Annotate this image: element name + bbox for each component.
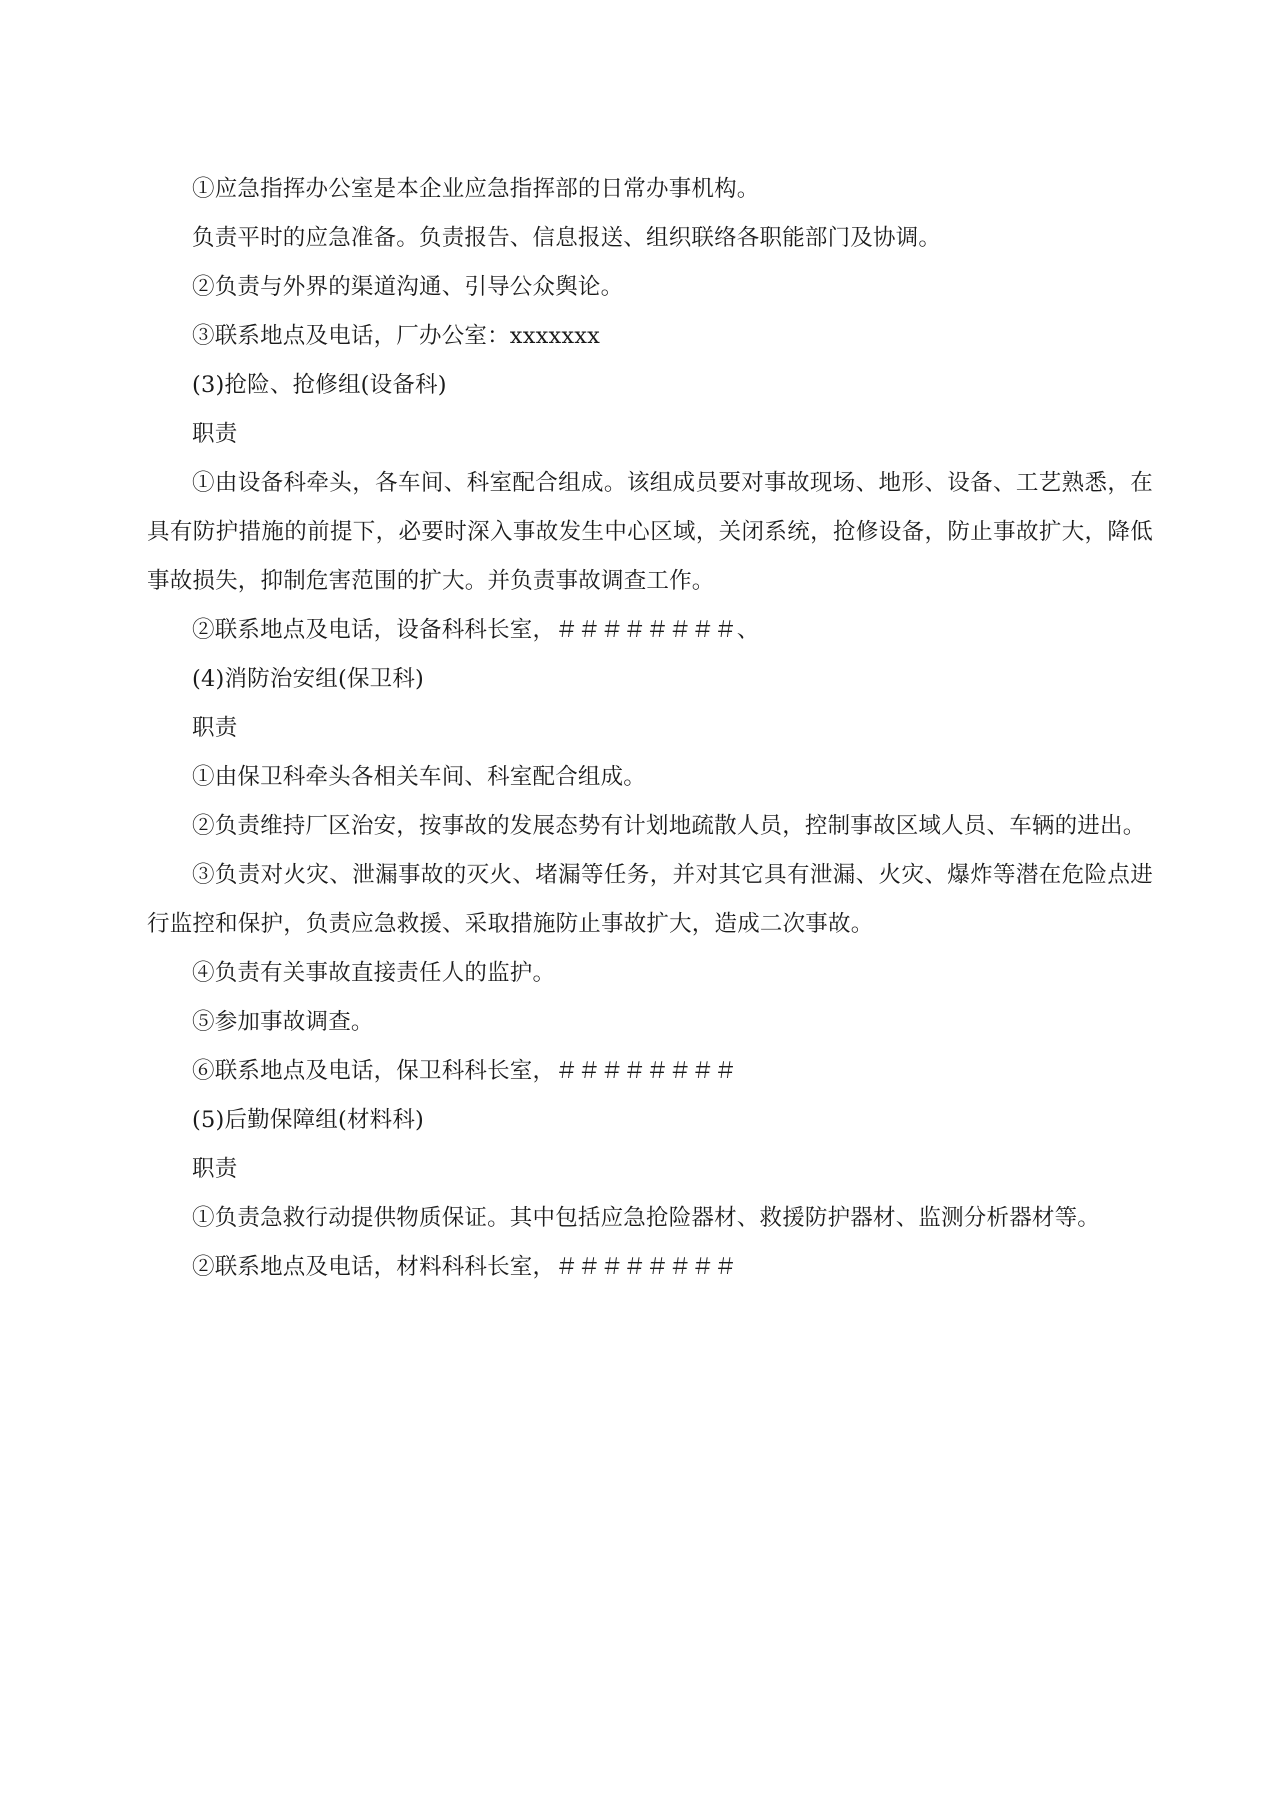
paragraph-repair-group-contact: ②联系地点及电话，设备科科长室，＃＃＃＃＃＃＃＃、 bbox=[192, 617, 760, 643]
label-duties: 职责 bbox=[192, 421, 238, 447]
paragraph-security-evacuation: ②负责维持厂区治安，按事故的发展态势有计划地疏散人员，控制事故区域人员、车辆的进出。 bbox=[192, 813, 1146, 839]
paragraph-office-role: ①应急指挥办公室是本企业应急指挥部的日常办事机构。 bbox=[192, 176, 760, 202]
document-page bbox=[147, 165, 1153, 1292]
paragraph-security-group-composition: ①由保卫科牵头各相关车间、科室配合组成。 bbox=[192, 764, 647, 790]
paragraph-logistics-contact: ②联系地点及电话，材料科科长室，＃＃＃＃＃＃＃＃ bbox=[192, 1254, 737, 1280]
label-duties: 职责 bbox=[192, 715, 238, 741]
paragraph-public-communication: ②负责与外界的渠道沟通、引导公众舆论。 bbox=[192, 274, 624, 300]
heading-repair-group: (3)抢险、抢修组(设备科) bbox=[192, 372, 447, 398]
paragraph-office-contact: ③联系地点及电话，厂办公室：xxxxxxx bbox=[192, 323, 601, 349]
heading-logistics-group: (5)后勤保障组(材料科) bbox=[192, 1107, 425, 1133]
label-duties: 职责 bbox=[192, 1156, 238, 1182]
paragraph-security-fire-leak: ③负责对火灾、泄漏事故的灭火、堵漏等任务，并对其它具有泄漏、火灾、爆炸等潜在危险点进行监控和保护，负责应急救援、采取措施防止事故扩大，造成二次事故。 bbox=[147, 862, 1153, 937]
paragraph-logistics-supplies: ①负责急救行动提供物质保证。其中包括应急抢险器材、救援防护器材、监测分析器材等。 bbox=[192, 1205, 1101, 1231]
paragraph-repair-group-composition: ①由设备科牵头，各车间、科室配合组成。该组成员要对事故现场、地形、设备、工艺熟悉，在具有防护措施的前提下，必要时深入事故发生中心区域，关闭系统，抢修设备，防止事故扩大，降低事故损失，抑制危害范围的扩大。并负责事故调查工作。 bbox=[147, 470, 1153, 594]
paragraph-security-contact: ⑥联系地点及电话，保卫科科长室，＃＃＃＃＃＃＃＃ bbox=[192, 1058, 737, 1084]
paragraph-security-investigation: ⑤参加事故调查。 bbox=[192, 1009, 374, 1035]
paragraph-security-custody: ④负责有关事故直接责任人的监护。 bbox=[192, 960, 556, 986]
paragraph-office-duties: 负责平时的应急准备。负责报告、信息报送、组织联络各职能部门及协调。 bbox=[192, 225, 942, 251]
heading-security-group: (4)消防治安组(保卫科) bbox=[192, 666, 425, 692]
